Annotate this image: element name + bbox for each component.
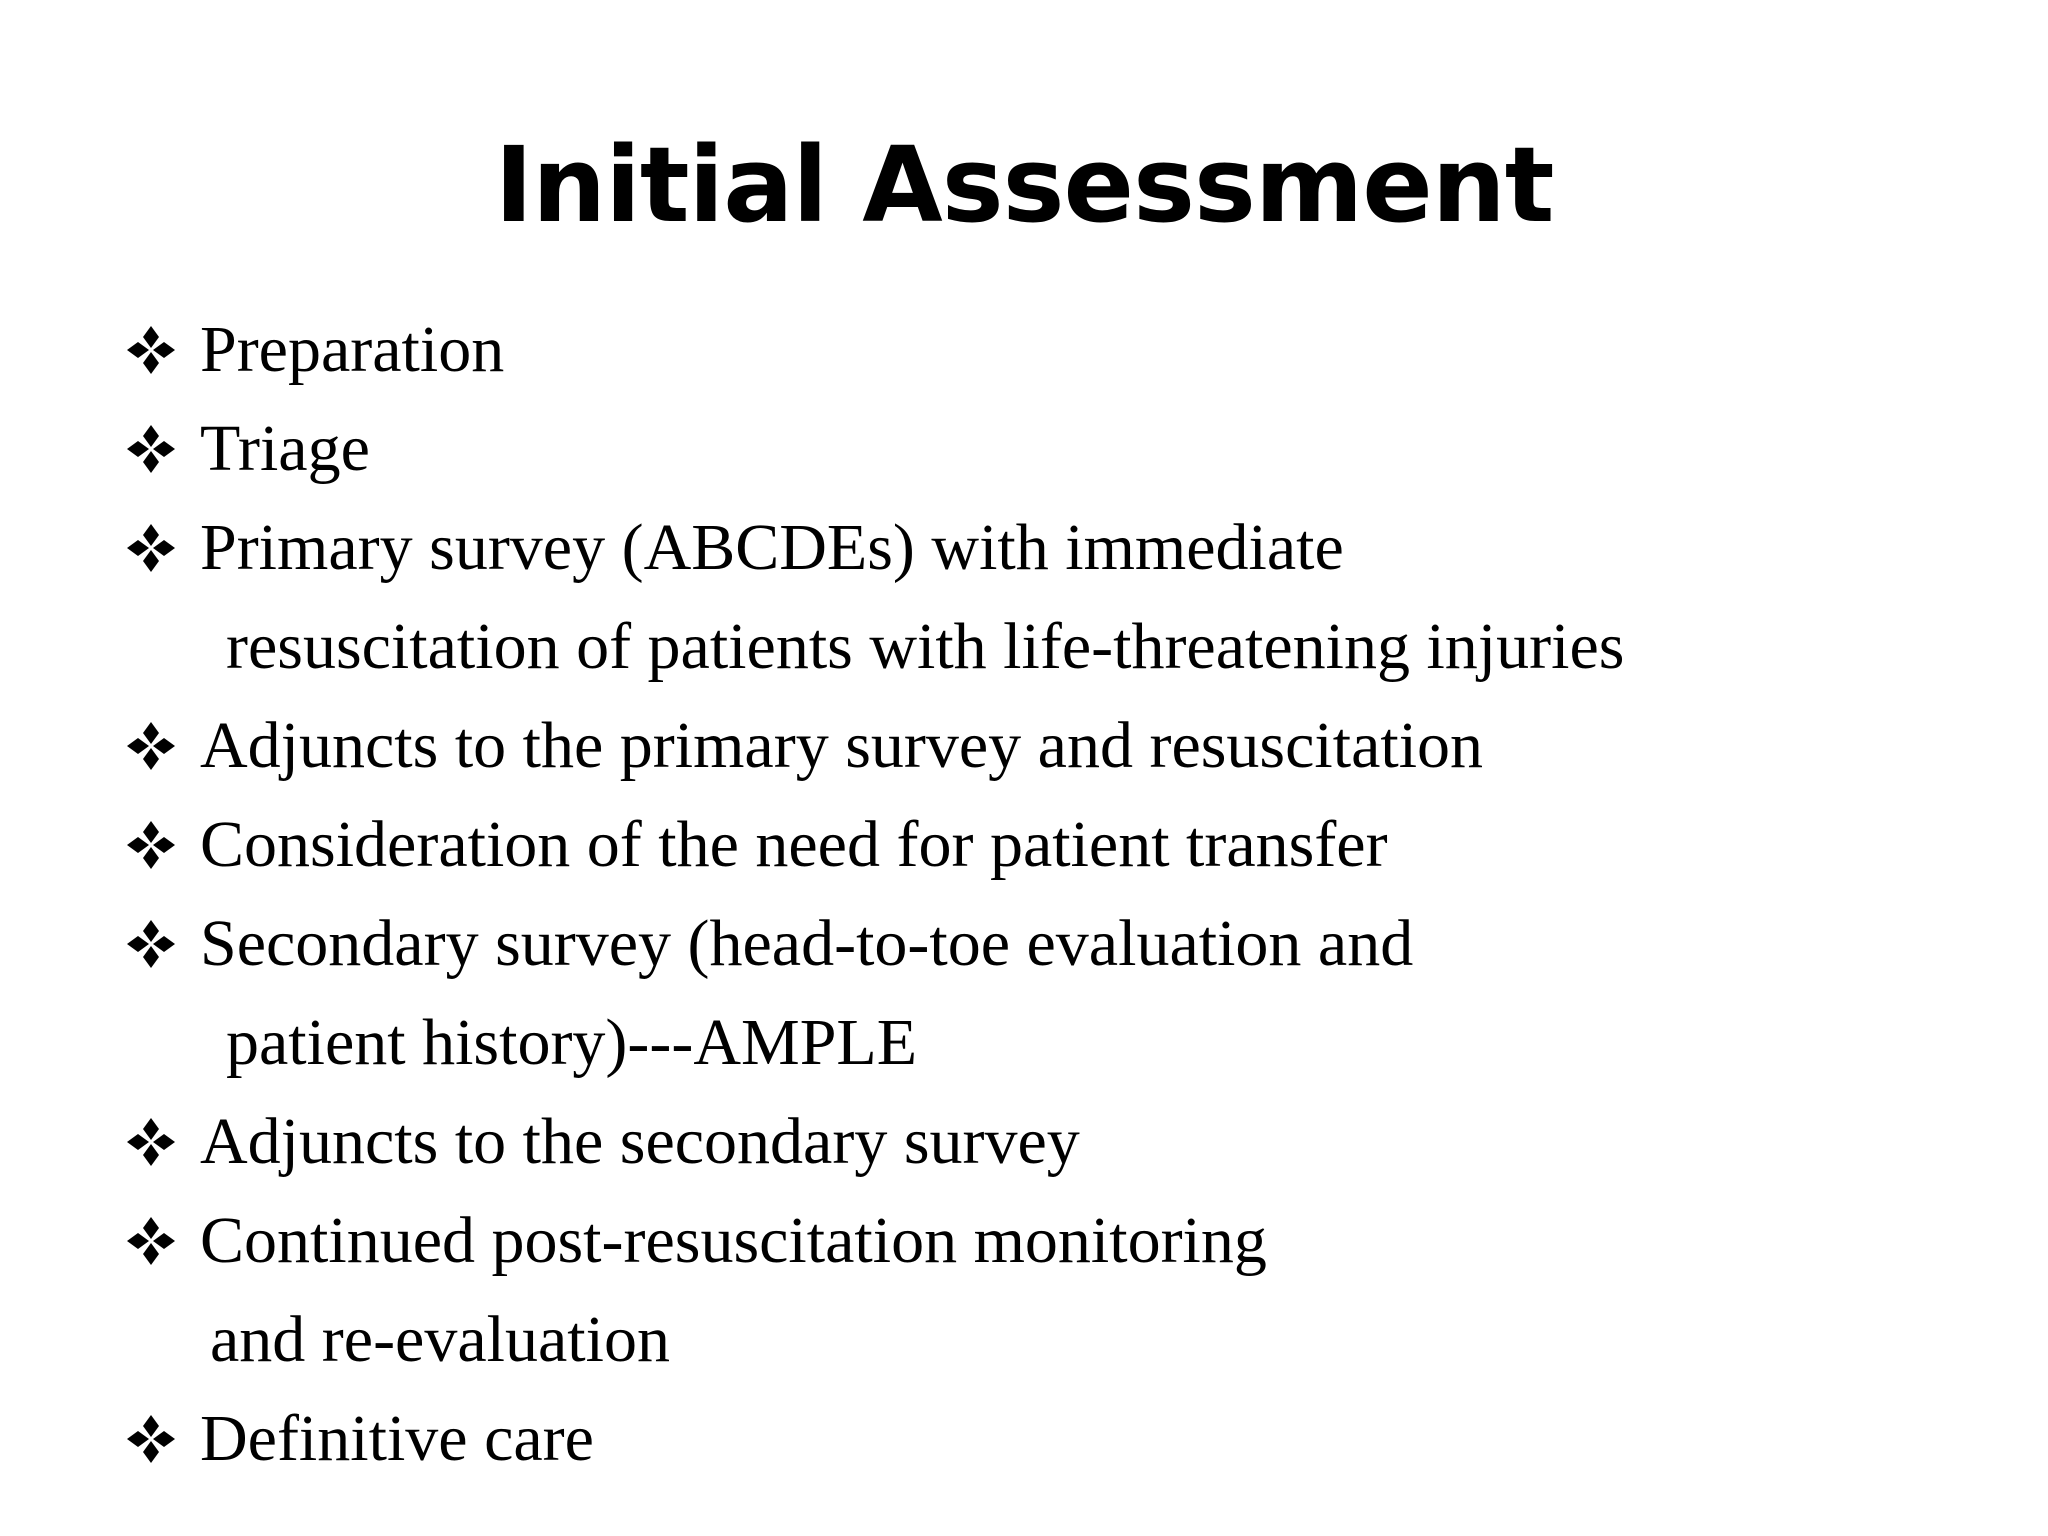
four-diamond-bullet-icon	[125, 1389, 185, 1488]
list-item-text: Continued post-resuscitation monitoring	[200, 1204, 1267, 1277]
list-item	[125, 795, 2005, 894]
four-diamond-bullet-icon	[125, 1092, 185, 1191]
list-item-text: Secondary survey (head-to-toe evaluation and	[200, 907, 1414, 980]
four-diamond-bullet-icon	[125, 696, 185, 795]
four-diamond-bullet-icon	[125, 498, 185, 597]
list-item	[125, 894, 2005, 1092]
list-item	[125, 1191, 2005, 1389]
list-item	[125, 696, 2005, 795]
list-item-text: Definitive care	[200, 1402, 594, 1475]
bullet-list	[125, 300, 2005, 1488]
list-item-text: Triage	[200, 412, 370, 485]
four-diamond-bullet-icon	[125, 300, 185, 399]
list-item-text: Preparation	[200, 313, 505, 386]
list-item-text: Adjuncts to the primary survey and resuscitation	[200, 709, 1484, 782]
slide-title: Initial Assessment	[494, 124, 1554, 246]
list-item-text-continued: resuscitation of patients with life-threatening injuries	[226, 610, 1625, 683]
list-item-text-continued: patient history)---AMPLE	[226, 1006, 918, 1079]
list-item-text-continued: and re-evaluation	[210, 1303, 670, 1376]
list-item-text: Adjuncts to the secondary survey	[200, 1105, 1080, 1178]
list-item	[125, 1389, 2005, 1488]
four-diamond-bullet-icon	[125, 1191, 185, 1290]
list-item-text: Consideration of the need for patient transfer	[200, 808, 1388, 881]
list-item	[125, 498, 2005, 696]
list-item-text: Primary survey (ABCDEs) with immediate	[200, 511, 1344, 584]
four-diamond-bullet-icon	[125, 894, 185, 993]
four-diamond-bullet-icon	[125, 399, 185, 498]
list-item	[125, 300, 2005, 399]
list-item	[125, 1092, 2005, 1191]
list-item	[125, 399, 2005, 498]
four-diamond-bullet-icon	[125, 795, 185, 894]
